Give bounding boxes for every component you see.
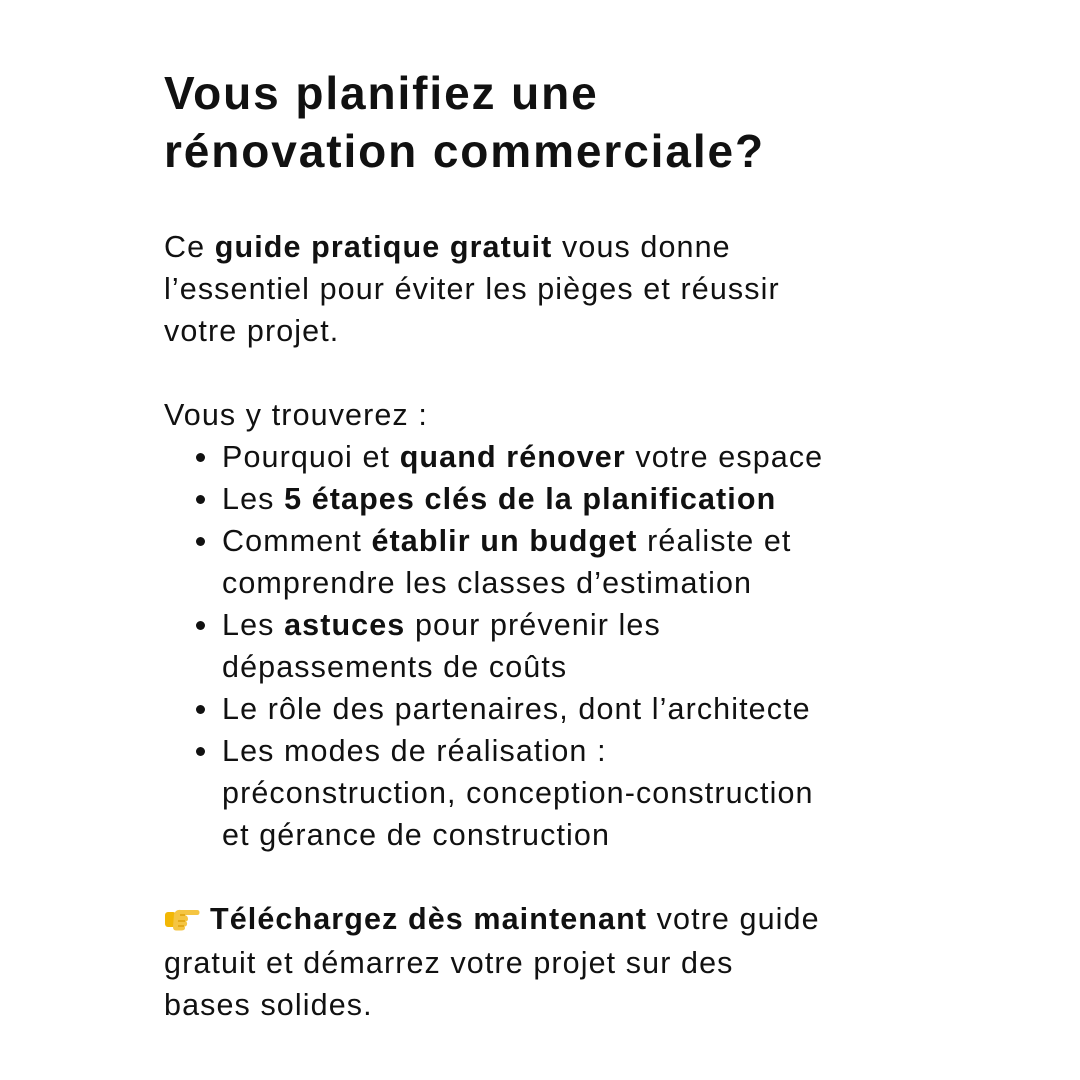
bullet-icon [196,705,205,714]
item-continuation: dépassements de coûts [222,650,568,684]
bullet-icon [196,495,205,504]
spacer [164,352,930,394]
features-list [164,436,930,856]
bullet-icon [196,537,205,546]
cta-line-2: gratuit et démarrez votre projet sur des [164,946,734,980]
item-text: Les [222,608,285,642]
cta-suffix: votre guide [647,902,820,936]
item-text: réaliste et [637,524,792,558]
item-text: Pourquoi et [222,440,400,474]
intro-paragraph [164,226,930,352]
bullet-icon [196,453,205,462]
item-bold: quand rénover [399,440,626,474]
page-title [164,64,930,180]
cta-bold: Téléchargez dès maintenant [210,902,648,936]
title-line-1: Vous planifiez une [164,67,599,119]
intro-line-3: votre projet. [164,314,340,348]
list-item [164,688,930,730]
item-text: votre espace [625,440,824,474]
cta-line-1 [164,898,930,942]
item-text: Les modes de réalisation : [222,734,607,768]
item-text: Les [222,482,285,516]
item-text: Comment [222,524,372,558]
item-continuation: préconstruction, conception-construction [222,776,814,810]
list-item [164,730,930,856]
title-line-2: rénovation commerciale? [164,125,766,177]
list-heading: Vous y trouverez : [164,398,428,432]
cta-line-3: bases solides. [164,988,373,1022]
intro-line-2: l’essentiel pour éviter les pièges et réussir [164,272,780,306]
item-bold: 5 étapes clés de la planification [284,482,777,516]
item-continuation: comprendre les classes d’estimation [222,566,753,600]
spacer [164,856,930,898]
intro-suffix: vous donne [552,230,731,264]
intro-prefix: Ce [164,230,215,264]
list-item [164,520,930,604]
list-item [164,478,930,520]
item-bold: astuces [284,608,406,642]
list-item [164,604,930,688]
list-item [164,436,930,478]
item-text: Le rôle des partenaires, dont l’architecte [222,692,811,726]
intro-bold: guide pratique gratuit [214,230,553,264]
item-continuation: et gérance de construction [222,818,611,852]
bullet-icon [196,747,205,756]
bullet-icon [196,621,205,630]
cta-paragraph [164,898,930,1026]
pointing-hand-icon [164,900,200,942]
intro-line-1 [164,226,930,268]
item-text: pour prévenir les [405,608,661,642]
features-section [164,394,930,856]
item-bold: établir un budget [371,524,638,558]
